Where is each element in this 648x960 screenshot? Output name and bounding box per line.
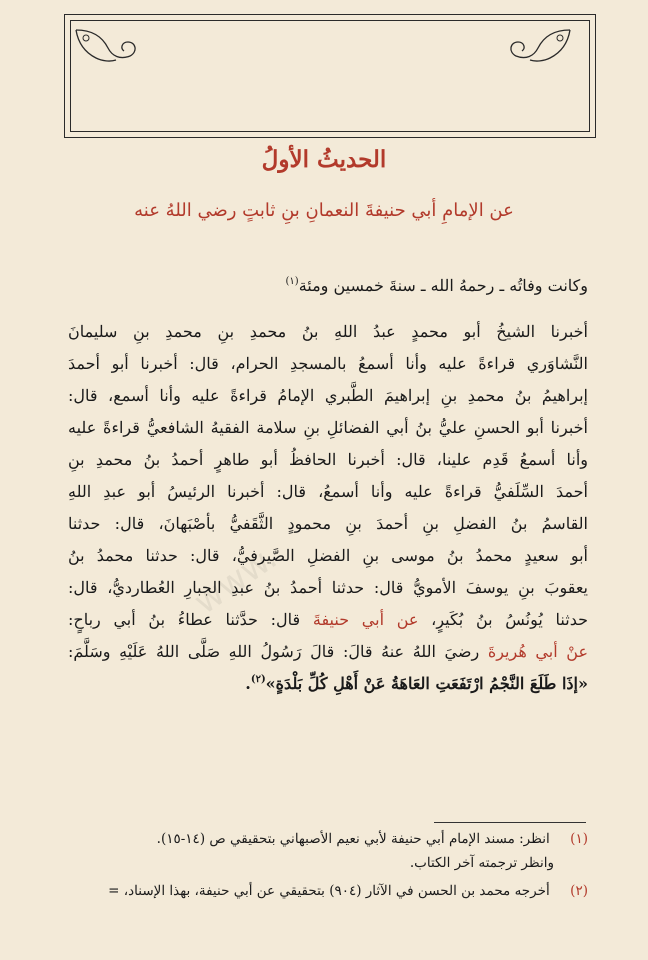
text-span: حدثنا يُونُسُ بنُ بُكَيرٍ، — [418, 610, 588, 629]
text-line — [68, 604, 588, 636]
chapter-title: الحديثُ الأولُ — [261, 146, 387, 173]
text-line: وأنا أسمعُ قَدِم علينا، قال: أخبرنا الحافظُ أبو طاهرٍ أحمدُ بنُ محمدِ بنِ — [68, 450, 588, 469]
text-span: وكانت وفاتُه ـ رحمهُ الله ـ سنةَ خمسين ومئة — [298, 276, 588, 295]
text-line: أبو سعيدٍ محمدُ بنُ موسى بنِ الفضلِ الصَّيرفيُّ، قال: حدثنا محمدُ بنُ — [68, 546, 588, 565]
text-line: أحمدَ السِّلَفيُّ قراءةً عليه وأنا أسمعُ، قال: أخبرنا الرئيسُ أبو عبدِ اللهِ — [68, 482, 588, 501]
narrator-highlight: عنْ أبي هُريرةَ — [487, 642, 588, 661]
text-line — [68, 270, 588, 302]
hadith-matn — [68, 668, 588, 700]
narrator-highlight: عن أبي حنيفةَ — [312, 610, 419, 629]
footnote-separator — [434, 822, 586, 823]
chapter-subtitle: عن الإمامِ أبي حنيفةَ النعمانِ بنِ ثابتٍ رضي اللهُ عنه — [134, 200, 514, 221]
text-line: يعقوبَ بنِ يوسفَ الأمويُّ قال: حدثنا أحمدُ بنُ عبدِ الجبارِ العُطارديُّ، قال: — [68, 578, 588, 597]
text-line: النَّشاوَري قراءةً عليه وأنا أسمعُ بالمسجدِ الحرام، قال: أخبرنا أبو أحمدَ — [68, 354, 588, 373]
text-line: أخبرنا أبو الحسنِ عليُّ بنُ أبي الفضائلِ بنِ سلامة الفقيهُ الشافعيُّ قراءةً عليه — [68, 418, 588, 437]
footnote-number: (١) — [570, 831, 588, 847]
footnote-text: انظر: مسند الإمام أبي حنيفة لأبي نعيم الأصبهاني بتحقيقي ص (١٤-١٥). — [156, 831, 550, 847]
footnote-ref[interactable]: (١) — [285, 276, 299, 287]
footnote-number: (٢) — [570, 883, 588, 899]
text-span: . — [245, 674, 251, 693]
text-line — [68, 636, 588, 668]
text-line: أخبرنا الشيخُ أبو محمدٍ عبدُ اللهِ بنُ محمدِ بنِ محمدِ بنِ سليمانَ — [68, 322, 588, 341]
footnote-1 — [68, 828, 588, 850]
footnote-2 — [68, 880, 588, 902]
text-span: «إذَا طَلَعَ النَّجْمُ ارْتَفَعَتِ العَاهَةُ عَنْ أَهْلِ كُلِّ بَلْدَةٍ» — [265, 674, 588, 693]
text-span: رضيَ اللهُ عنهُ قالَ: قالَ رَسُولُ اللهِ صَلَّى اللهُ عَلَيْهِ وسَلَّمَ: — [68, 642, 488, 661]
footnote-ref[interactable]: (٢) — [250, 674, 266, 685]
corner-ornament-icon — [500, 26, 574, 66]
footnote-1-cont: وانظر ترجمته آخر الكتاب. — [409, 855, 554, 871]
footnote-text: أخرجه محمد بن الحسن في الآثار (٩٠٤) بتحقيقي عن أبي حنيفة، بهذا الإسناد، = — [108, 883, 550, 899]
hadith-text — [68, 270, 588, 700]
text-span: قال: حدَّثنا عطاءُ بنُ أبي رباحٍ: — [68, 610, 313, 629]
watermark: www. — [186, 537, 285, 623]
text-line: القاسمُ بنُ الفضلِ بنِ أحمدَ بنِ محمودٍ الثَّقَفيُّ بأصْبَهانَ، قال: حدثنا — [68, 514, 588, 533]
corner-ornament-icon — [72, 26, 146, 66]
text-line: إبراهيمُ بنُ محمدِ بنِ إبراهيمَ الطَّبري الإمامُ قراءةً عليه وأنا أسمع، قال: — [68, 386, 588, 405]
